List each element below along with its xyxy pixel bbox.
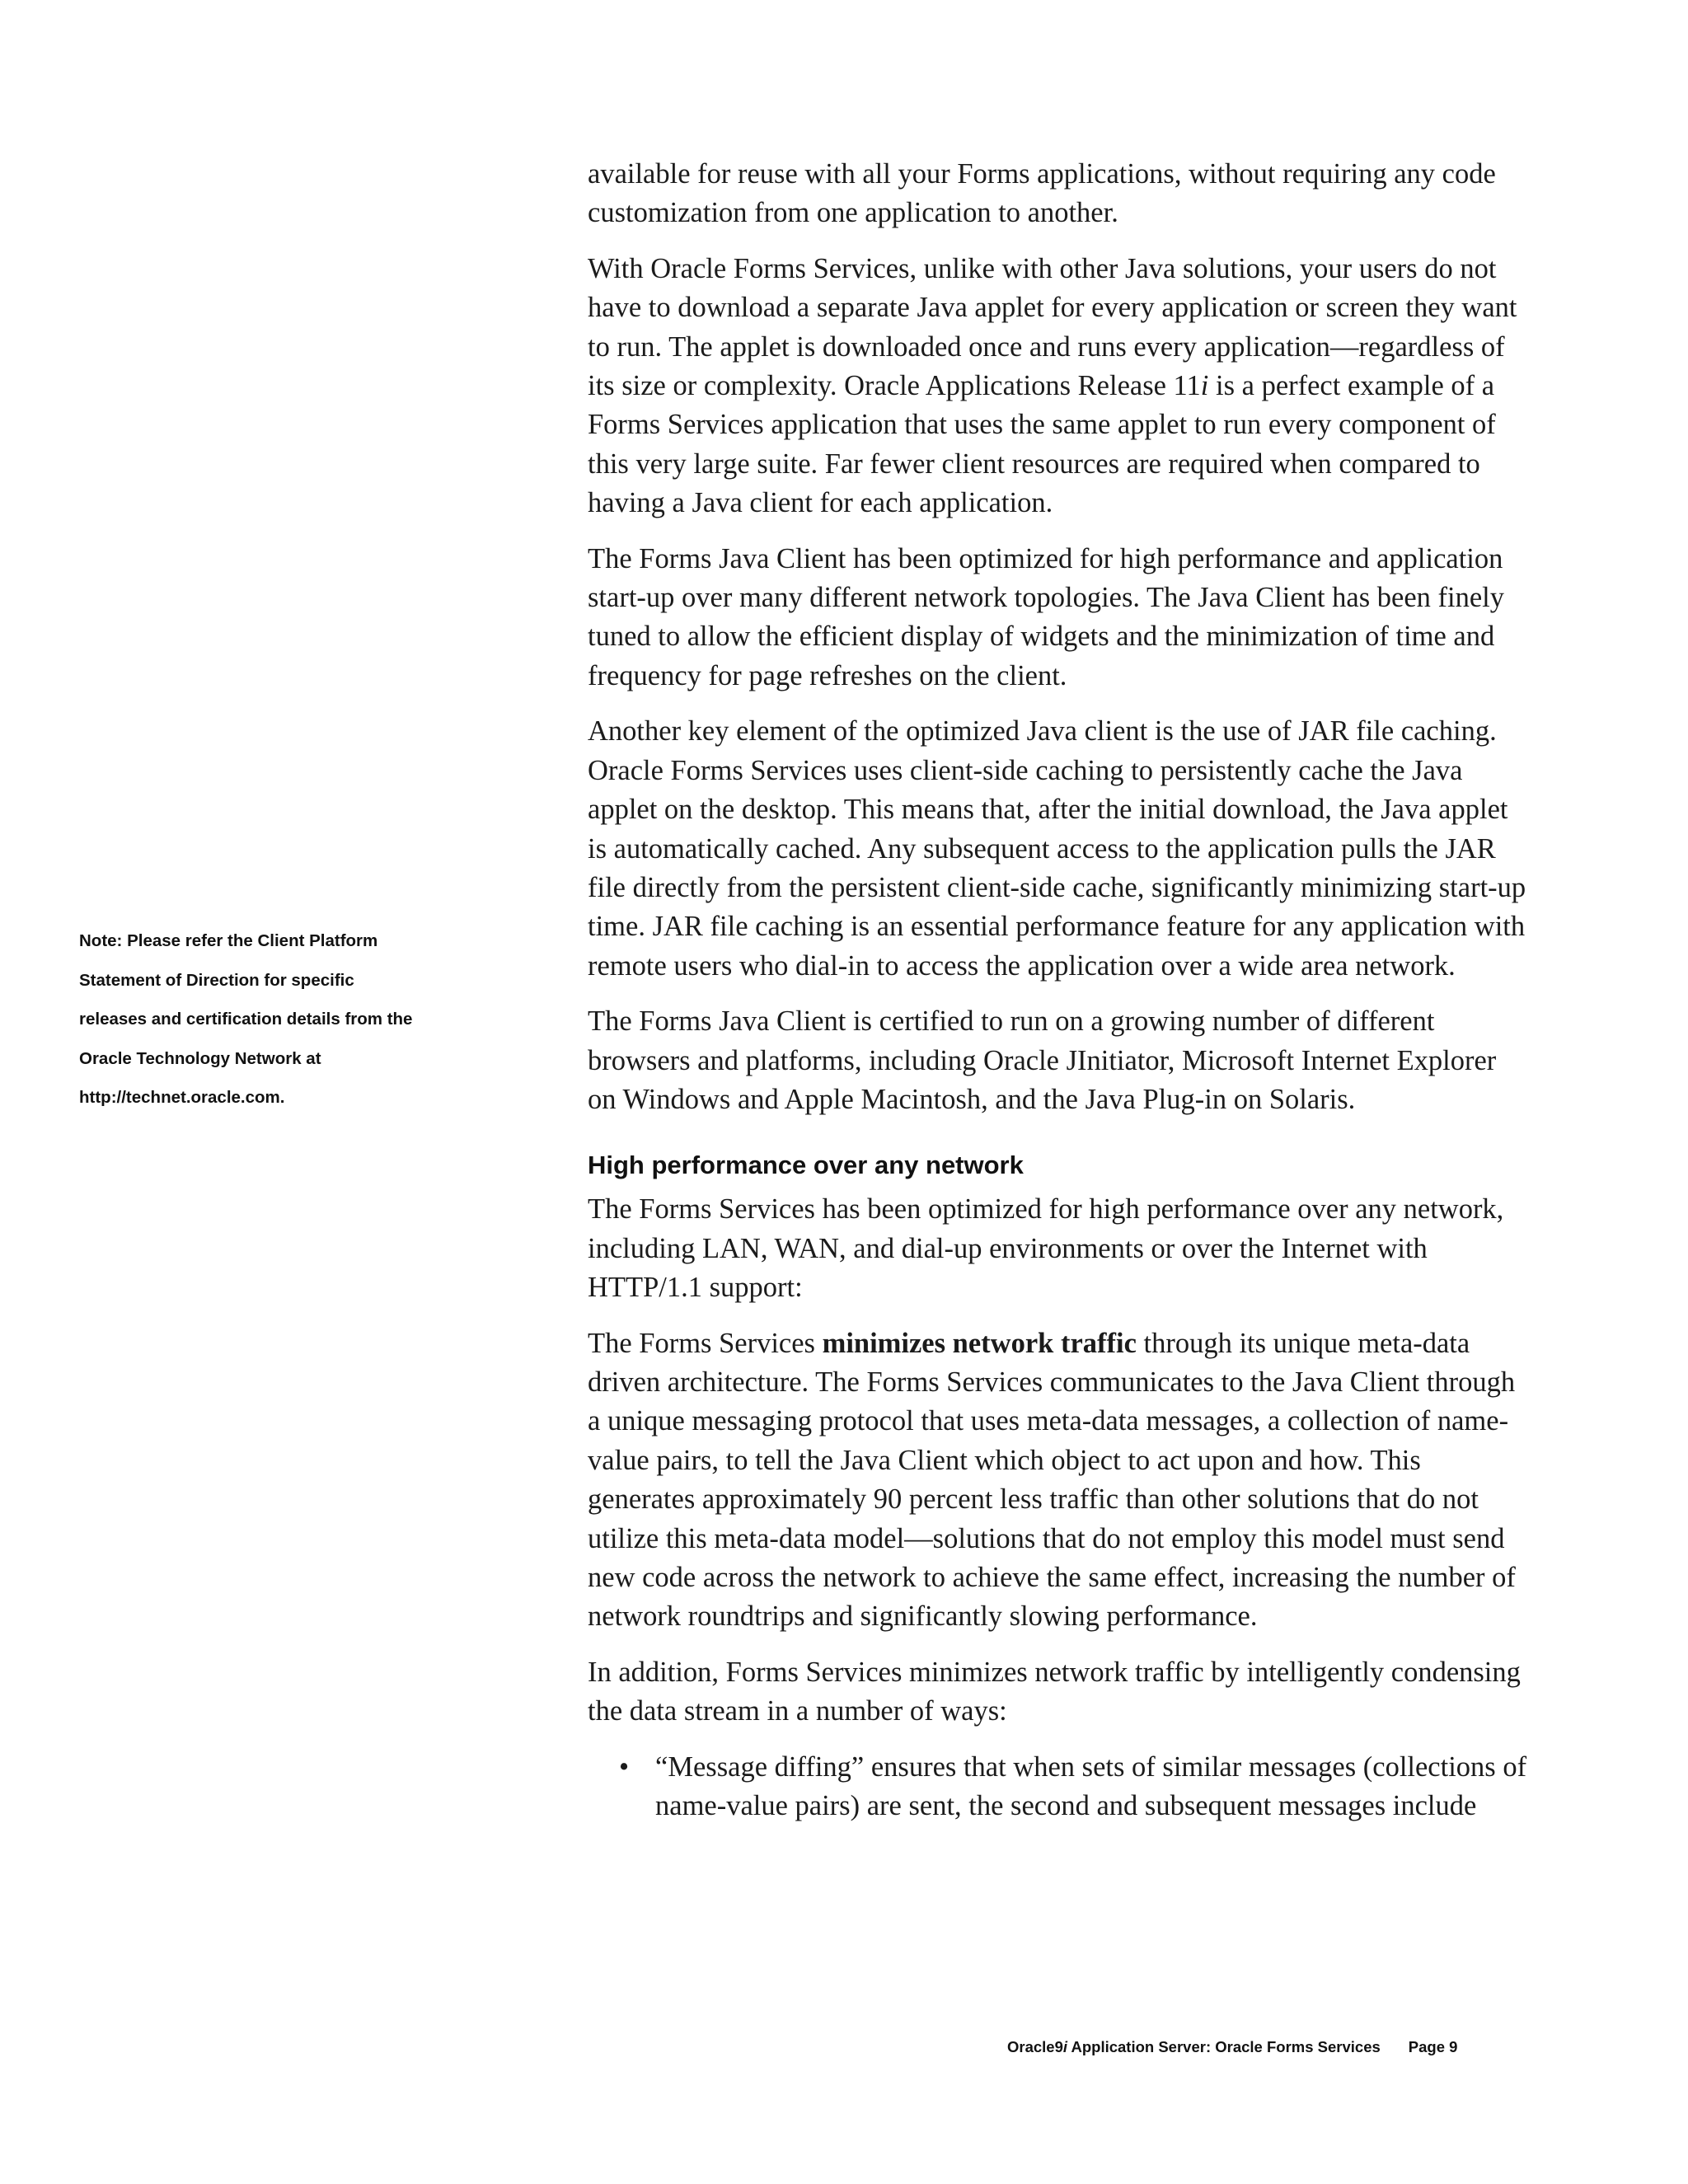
text-line: Forms Services application that uses the same applet to run every component of <box>588 409 1496 441</box>
text-line: driven architecture. The Forms Services communicates to the Java Client through <box>588 1366 1516 1398</box>
text-line: The Forms Services has been optimized for high performance over any network, <box>588 1193 1504 1226</box>
text-line <box>588 367 1536 405</box>
text-line: “Message diffing” ensures that when sets of similar messages (collections of <box>655 1750 1527 1783</box>
paragraph <box>588 155 1536 233</box>
text-line: browsers and platforms, including Oracle JInitiator, Microsoft Internet Explorer <box>588 1044 1497 1076</box>
text-line: to run. The applet is downloaded once and runs every application—regardless of <box>588 330 1505 363</box>
text-run: its size or complexity. Oracle Applications Release 11 <box>588 370 1201 402</box>
text-line: Another key element of the optimized Java client is the use of JAR file caching. <box>588 715 1497 748</box>
text-line: having a Java client for each application. <box>588 487 1053 519</box>
text-line: on Windows and Apple Macintosh, and the Java Plug-in on Solaris. <box>588 1083 1356 1115</box>
text-run: The Forms Services <box>588 1327 823 1359</box>
text-line: tuned to allow the efficient display of widgets and the minimization of time and <box>588 621 1495 653</box>
text-line: The Forms Java Client has been optimized for high performance and application <box>588 542 1503 574</box>
paragraph <box>588 1002 1536 1119</box>
text-line: utilize this meta-data model—solutions that do not employ this model must send <box>588 1522 1505 1554</box>
section-heading: High performance over any network <box>588 1151 1024 1180</box>
sidebar-note-line: Oracle Technology Network at <box>79 1048 321 1068</box>
text-line: Oracle Forms Services uses client-side caching to persistently cache the Java <box>588 754 1463 786</box>
sidebar-note-line: Statement of Direction for specific <box>79 970 354 990</box>
text-line: HTTP/1.1 support: <box>588 1272 803 1304</box>
paragraph <box>588 1324 1536 1637</box>
text-run: is a perfect example of a <box>1208 370 1495 402</box>
text-line: the data stream in a number of ways: <box>588 1695 1007 1727</box>
page-footer <box>1007 2038 1457 2056</box>
text-run: Oracle9 <box>1007 2038 1063 2055</box>
text-line: time. JAR file caching is an essential performance feature for any application with <box>588 911 1526 943</box>
text-line: With Oracle Forms Services, unlike with other Java solutions, your users do not <box>588 252 1497 284</box>
page-number: Page 9 <box>1408 2038 1458 2055</box>
text-line: this very large suite. Far fewer client resources are required when compared to <box>588 448 1480 480</box>
bullet-list <box>588 1748 1536 1826</box>
text-line: is automatically cached. Any subsequent access to the application pulls the JAR <box>588 832 1496 865</box>
main-content <box>588 155 1536 1825</box>
text-line: name-value pairs) are sent, the second and subsequent messages include <box>655 1790 1477 1822</box>
text-run: through its unique meta-data <box>1136 1327 1470 1359</box>
text-run: Application Server: Oracle Forms Services <box>1067 2038 1381 2055</box>
sidebar-note-link[interactable]: http://technet.oracle.com. <box>79 1088 285 1107</box>
text-line: available for reuse with all your Forms applications, without requiring any code <box>588 158 1496 190</box>
text-line: remote users who dial-in to access the application over a wide area network. <box>588 949 1456 982</box>
paragraph <box>588 540 1536 696</box>
paragraph <box>588 1653 1536 1732</box>
text-line: In addition, Forms Services minimizes network traffic by intelligently condensing <box>588 1656 1521 1688</box>
text-line: customization from one application to another. <box>588 197 1118 229</box>
footer-title <box>1007 2038 1381 2055</box>
sidebar-note-line: releases and certification details from the <box>79 1010 413 1029</box>
paragraph <box>588 1190 1536 1307</box>
text-line: applet on the desktop. This means that, after the initial download, the Java applet <box>588 794 1508 826</box>
text-line: value pairs, to tell the Java Client which object to act upon and how. This <box>588 1444 1421 1476</box>
text-line: generates approximately 90 percent less traffic than other solutions that do not <box>588 1483 1479 1516</box>
text-line: file directly from the persistent client-side cache, significantly minimizing start-up <box>588 871 1526 903</box>
sidebar-note-line: Note: Please refer the Client Platform <box>79 931 378 950</box>
text-run-italic: i <box>1200 370 1209 402</box>
list-item <box>588 1748 1536 1826</box>
text-line: network roundtrips and significantly slowing performance. <box>588 1601 1258 1633</box>
text-line <box>588 1324 1536 1363</box>
text-line: including LAN, WAN, and dial-up environments or over the Internet with <box>588 1232 1428 1264</box>
sidebar-note <box>79 921 491 1118</box>
text-line: new code across the network to achieve the same effect, increasing the number of <box>588 1562 1516 1593</box>
text-run-bold: minimizes network traffic <box>822 1327 1137 1359</box>
paragraph <box>588 712 1536 986</box>
text-run-italic: i <box>1062 2038 1068 2055</box>
text-line: a unique messaging protocol that uses meta-data messages, a collection of name- <box>588 1405 1509 1437</box>
text-line: frequency for page refreshes on the client. <box>588 659 1067 691</box>
text-line: start-up over many different network topologies. The Java Client has been finely <box>588 582 1505 614</box>
paragraph <box>588 250 1536 523</box>
bullet-icon: • <box>619 1750 630 1783</box>
text-line: have to download a separate Java applet for every application or screen they want <box>588 292 1517 324</box>
text-line: The Forms Java Client is certified to run on a growing number of different <box>588 1005 1435 1038</box>
